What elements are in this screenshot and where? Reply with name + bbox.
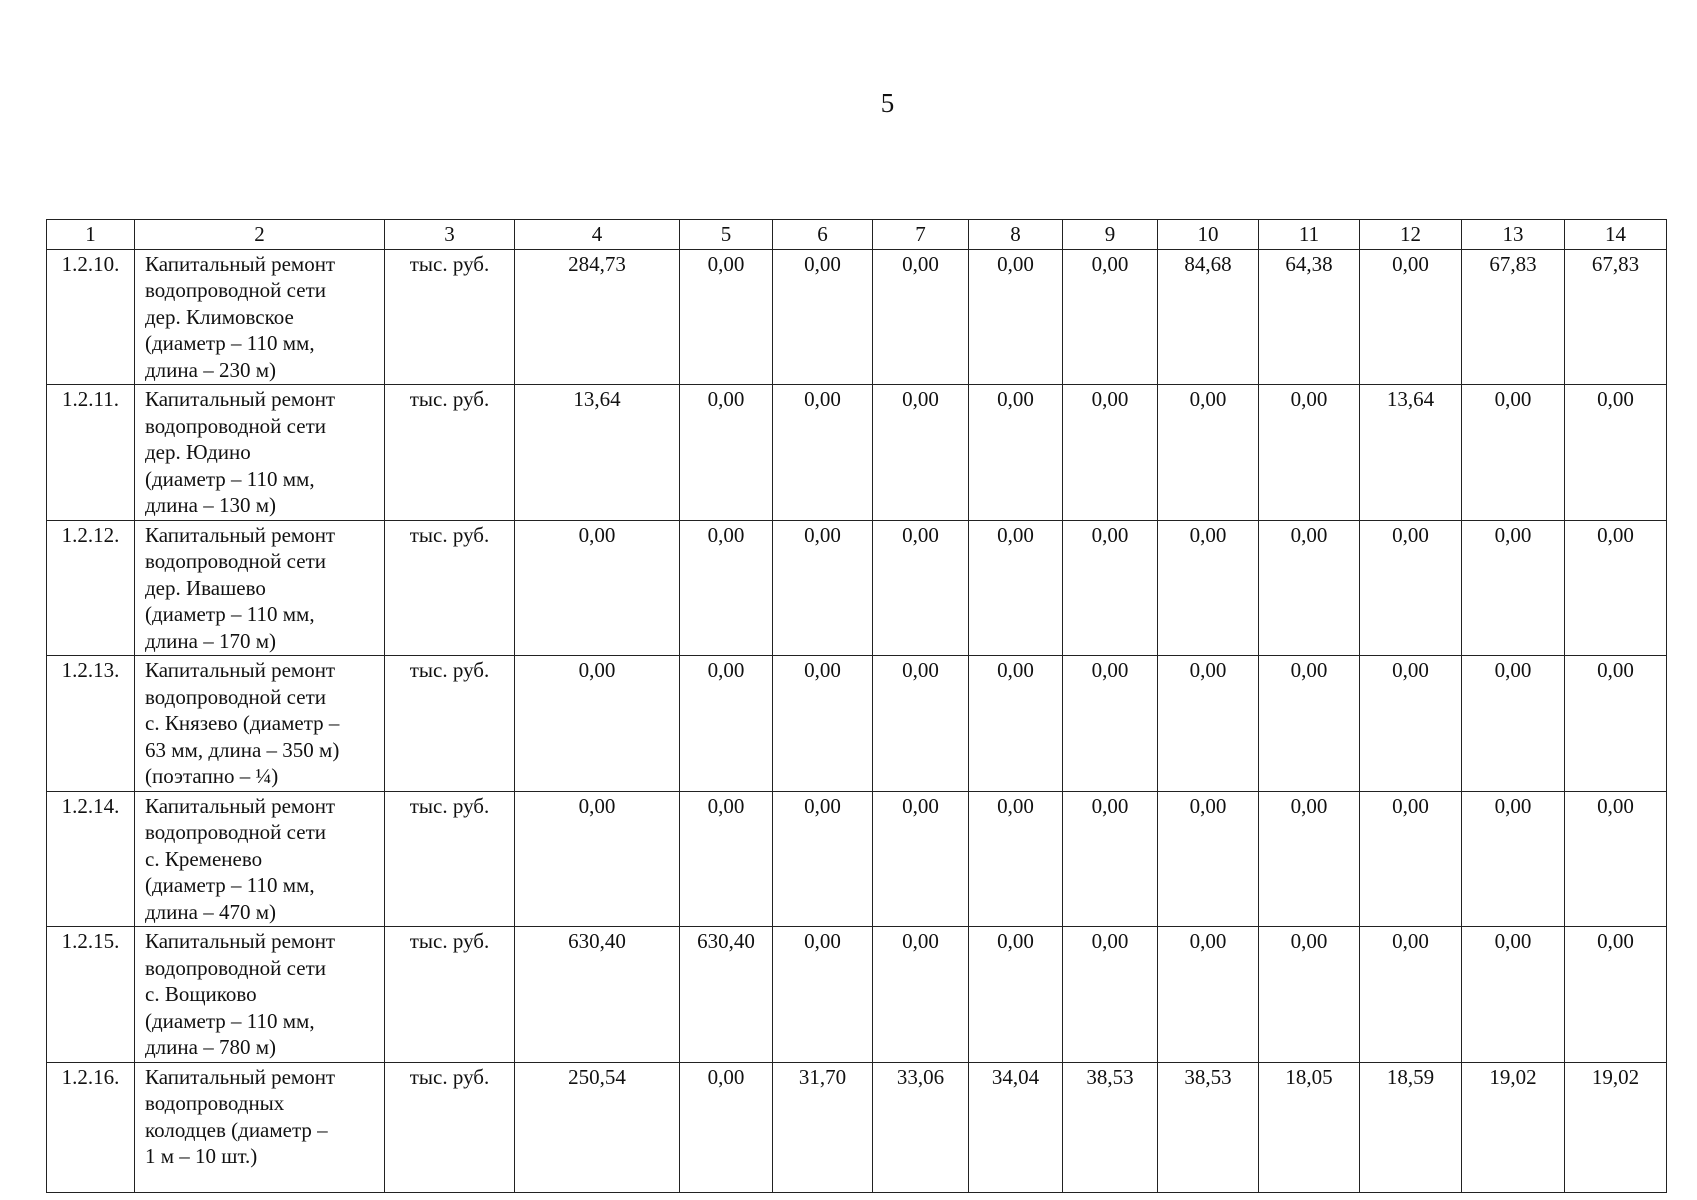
table-row	[47, 656, 1667, 792]
value-cell: 630,40	[515, 927, 680, 1063]
value-cell: 0,00	[969, 656, 1063, 792]
item-name-line: водопроводной сети	[145, 549, 326, 573]
unit-cell: тыс. руб.	[385, 385, 515, 521]
table-row	[47, 791, 1667, 927]
item-name-cell	[135, 791, 385, 927]
value-cell: 630,40	[680, 927, 773, 1063]
item-name-line: длина – 170 м)	[145, 628, 276, 653]
item-name-line: (диаметр – 110 мм,	[145, 331, 315, 355]
value-cell: 0,00	[1360, 656, 1462, 792]
item-name-line: с. Вощиково	[145, 982, 257, 1006]
item-name-line: (диаметр – 110 мм,	[145, 466, 315, 491]
value-cell: 0,00	[873, 927, 969, 1063]
item-name-line: Капитальный ремонт	[145, 929, 336, 953]
value-cell: 34,04	[969, 1062, 1063, 1192]
column-header: 6	[773, 220, 873, 250]
unit-cell: тыс. руб.	[385, 249, 515, 385]
item-name-line: длина – 780 м)	[145, 1035, 276, 1059]
column-header: 14	[1565, 220, 1667, 250]
column-header: 8	[969, 220, 1063, 250]
unit-cell: тыс. руб.	[385, 927, 515, 1063]
value-cell: 0,00	[1158, 656, 1259, 792]
value-cell: 0,00	[1063, 385, 1158, 521]
value-cell: 0,00	[873, 249, 969, 385]
row-number-cell: 1.2.10.	[47, 249, 135, 385]
value-cell: 0,00	[680, 520, 773, 656]
value-cell: 0,00	[1462, 520, 1565, 656]
value-cell: 0,00	[969, 385, 1063, 521]
page-number: 5	[880, 88, 895, 118]
table-row	[47, 1062, 1667, 1192]
item-name-cell	[135, 1062, 385, 1192]
value-cell: 0,00	[1565, 520, 1667, 656]
table-body	[47, 249, 1667, 1192]
value-cell: 0,00	[680, 791, 773, 927]
unit-cell: тыс. руб.	[385, 791, 515, 927]
value-cell: 0,00	[1462, 656, 1565, 792]
item-name-cell	[135, 249, 385, 385]
item-name-line: Капитальный ремонт	[145, 793, 336, 818]
item-name-line: Капитальный ремонт	[145, 522, 336, 547]
item-name-line: (диаметр – 110 мм,	[145, 1008, 315, 1033]
value-cell: 84,68	[1158, 249, 1259, 385]
value-cell: 0,00	[680, 656, 773, 792]
item-name-line: длина – 230 м)	[145, 357, 276, 382]
item-name-line: длина – 130 м)	[145, 493, 276, 517]
value-cell: 0,00	[1360, 249, 1462, 385]
unit-cell: тыс. руб.	[385, 656, 515, 792]
unit-cell: тыс. руб.	[385, 1062, 515, 1192]
value-cell: 0,00	[1565, 927, 1667, 1063]
item-name-line: водопроводной сети	[145, 278, 326, 302]
column-header: 10	[1158, 220, 1259, 250]
item-name-line: водопроводной сети	[145, 955, 326, 980]
value-cell: 0,00	[1063, 927, 1158, 1063]
value-cell: 0,00	[773, 791, 873, 927]
value-cell: 0,00	[515, 791, 680, 927]
value-cell: 13,64	[515, 385, 680, 521]
value-cell: 18,05	[1259, 1062, 1360, 1192]
item-name-line: (диаметр – 110 мм,	[145, 602, 315, 626]
value-cell: 0,00	[1259, 791, 1360, 927]
value-cell: 0,00	[1565, 656, 1667, 792]
table-row	[47, 249, 1667, 385]
value-cell: 0,00	[773, 520, 873, 656]
value-cell: 0,00	[1063, 520, 1158, 656]
value-cell: 0,00	[1063, 249, 1158, 385]
item-name-cell	[135, 520, 385, 656]
unit-cell: тыс. руб.	[385, 520, 515, 656]
column-header: 9	[1063, 220, 1158, 250]
item-name-cell	[135, 927, 385, 1063]
value-cell: 18,59	[1360, 1062, 1462, 1192]
header-row	[47, 220, 1667, 250]
column-header: 12	[1360, 220, 1462, 250]
item-name-line: Капитальный ремонт	[145, 251, 336, 276]
value-cell: 0,00	[969, 249, 1063, 385]
item-name-line: (поэтапно – ¼)	[145, 764, 279, 788]
item-name-line: колодцев (диаметр –	[145, 1117, 328, 1142]
value-cell: 38,53	[1063, 1062, 1158, 1192]
value-cell: 0,00	[969, 520, 1063, 656]
item-name-line: (диаметр – 110 мм,	[145, 873, 315, 897]
value-cell: 67,83	[1565, 249, 1667, 385]
table-row	[47, 927, 1667, 1063]
value-cell: 0,00	[680, 249, 773, 385]
item-name-line: 63 мм, длина – 350 м)	[145, 737, 340, 762]
column-header: 4	[515, 220, 680, 250]
value-cell: 0,00	[515, 656, 680, 792]
row-number-cell: 1.2.14.	[47, 791, 135, 927]
value-cell: 284,73	[515, 249, 680, 385]
value-cell: 0,00	[1158, 385, 1259, 521]
column-header: 1	[47, 220, 135, 250]
row-number-cell: 1.2.13.	[47, 656, 135, 792]
value-cell: 0,00	[773, 385, 873, 521]
column-header: 5	[680, 220, 773, 250]
value-cell: 0,00	[680, 385, 773, 521]
value-cell: 31,70	[773, 1062, 873, 1192]
value-cell: 0,00	[969, 927, 1063, 1063]
value-cell: 0,00	[873, 520, 969, 656]
value-cell: 19,02	[1462, 1062, 1565, 1192]
value-cell: 0,00	[1462, 791, 1565, 927]
value-cell: 0,00	[969, 791, 1063, 927]
data-table	[46, 219, 1667, 1193]
value-cell: 0,00	[515, 520, 680, 656]
row-number-cell: 1.2.15.	[47, 927, 135, 1063]
value-cell: 0,00	[773, 656, 873, 792]
value-cell: 0,00	[873, 791, 969, 927]
value-cell: 38,53	[1158, 1062, 1259, 1192]
column-header: 2	[135, 220, 385, 250]
value-cell: 33,06	[873, 1062, 969, 1192]
row-number-cell: 1.2.16.	[47, 1062, 135, 1192]
value-cell: 19,02	[1565, 1062, 1667, 1192]
value-cell: 0,00	[1565, 791, 1667, 927]
item-name-line: длина – 470 м)	[145, 899, 276, 924]
column-header: 11	[1259, 220, 1360, 250]
item-name-line: Капитальный ремонт	[145, 387, 336, 411]
table-row	[47, 385, 1667, 521]
item-name-cell	[135, 385, 385, 521]
value-cell: 64,38	[1259, 249, 1360, 385]
value-cell: 0,00	[873, 385, 969, 521]
value-cell: 0,00	[1360, 520, 1462, 656]
value-cell: 0,00	[1259, 385, 1360, 521]
item-name-line: с. Кременево	[145, 846, 263, 871]
value-cell: 0,00	[1158, 927, 1259, 1063]
value-cell: 0,00	[680, 1062, 773, 1192]
table-row	[47, 520, 1667, 656]
value-cell: 0,00	[1259, 520, 1360, 656]
value-cell: 0,00	[1259, 927, 1360, 1063]
value-cell: 250,54	[515, 1062, 680, 1192]
value-cell: 0,00	[1063, 791, 1158, 927]
item-name-cell	[135, 656, 385, 792]
value-cell: 0,00	[1360, 791, 1462, 927]
item-name-line: водопроводных	[145, 1091, 285, 1115]
item-name-line: 1 м – 10 шт.)	[145, 1144, 258, 1168]
item-name-line: водопроводной сети	[145, 413, 326, 438]
column-header: 13	[1462, 220, 1565, 250]
value-cell: 0,00	[1462, 927, 1565, 1063]
row-number-cell: 1.2.11.	[47, 385, 135, 521]
value-cell: 0,00	[773, 927, 873, 1063]
value-cell: 67,83	[1462, 249, 1565, 385]
item-name-line: дер. Ивашево	[145, 575, 266, 600]
item-name-line: Капитальный ремонт	[145, 1064, 336, 1089]
value-cell: 0,00	[1259, 656, 1360, 792]
value-cell: 0,00	[1565, 385, 1667, 521]
value-cell: 0,00	[1158, 791, 1259, 927]
item-name-line: с. Князево (диаметр –	[145, 711, 340, 735]
value-cell: 0,00	[1158, 520, 1259, 656]
item-name-line: водопроводной сети	[145, 820, 326, 844]
value-cell: 0,00	[873, 656, 969, 792]
value-cell: 0,00	[1462, 385, 1565, 521]
row-number-cell: 1.2.12.	[47, 520, 135, 656]
item-name-line: дер. Юдино	[145, 440, 251, 464]
value-cell: 13,64	[1360, 385, 1462, 521]
value-cell: 0,00	[1360, 927, 1462, 1063]
item-name-line: водопроводной сети	[145, 684, 326, 709]
item-name-line: Капитальный ремонт	[145, 658, 336, 682]
column-header: 7	[873, 220, 969, 250]
value-cell: 0,00	[1063, 656, 1158, 792]
item-name-line: дер. Климовское	[145, 304, 294, 329]
column-header: 3	[385, 220, 515, 250]
value-cell: 0,00	[773, 249, 873, 385]
